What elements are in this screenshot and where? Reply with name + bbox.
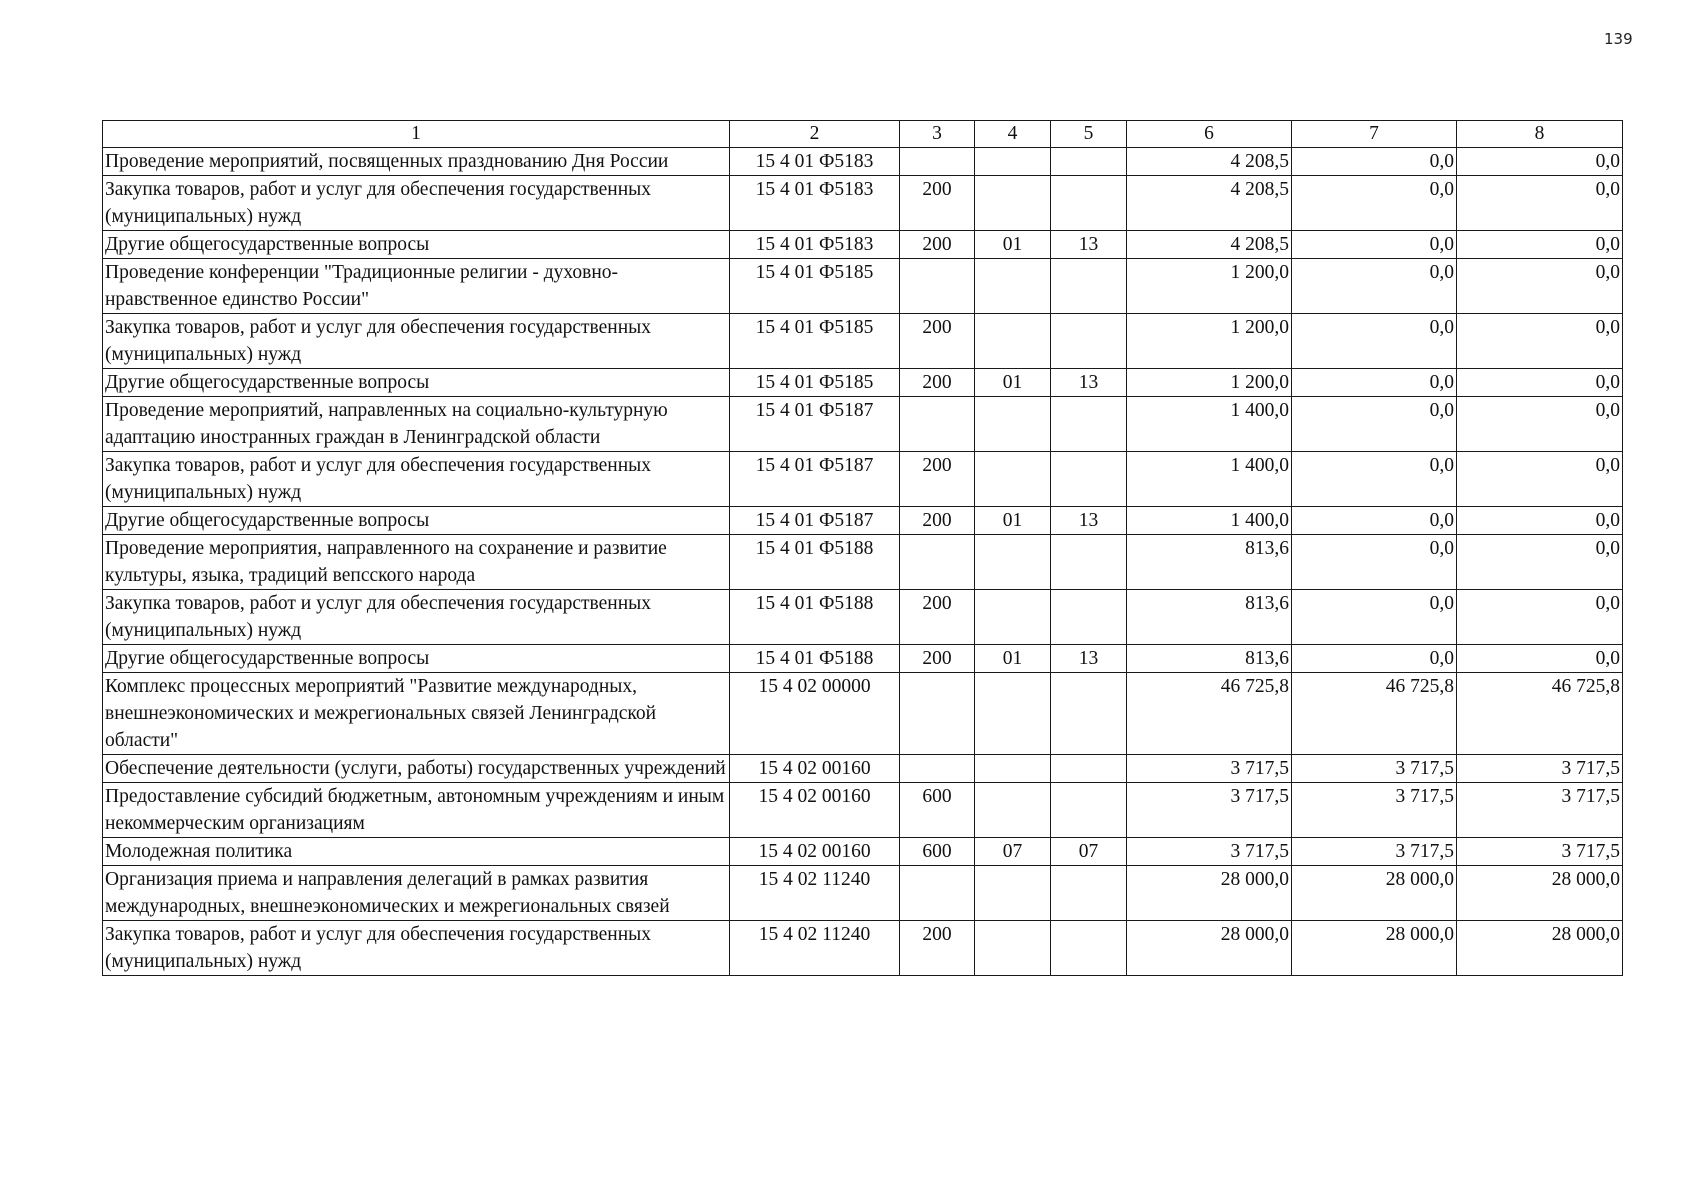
header-col-2: 2 (730, 121, 900, 148)
section-cell (975, 176, 1051, 231)
amount-col7-cell: 0,0 (1292, 590, 1457, 645)
subsection-cell (1051, 535, 1127, 590)
subsection-cell (1051, 866, 1127, 921)
header-col-8: 8 (1457, 121, 1623, 148)
row-name-cell: Другие общегосударственные вопросы (103, 369, 730, 397)
section-cell (975, 755, 1051, 783)
table-row (103, 231, 1623, 259)
amount-col8-cell: 28 000,0 (1457, 866, 1623, 921)
expense-type-cell: 600 (900, 838, 975, 866)
amount-col6-cell: 1 200,0 (1127, 369, 1292, 397)
target-code-cell: 15 4 01 Ф5185 (730, 259, 900, 314)
section-cell (975, 259, 1051, 314)
section-cell (975, 590, 1051, 645)
target-code-cell: 15 4 01 Ф5187 (730, 452, 900, 507)
expense-type-cell: 200 (900, 645, 975, 673)
expense-type-cell (900, 755, 975, 783)
amount-col8-cell: 3 717,5 (1457, 783, 1623, 838)
amount-col7-cell: 0,0 (1292, 148, 1457, 176)
amount-col7-cell: 28 000,0 (1292, 921, 1457, 976)
amount-col7-cell: 0,0 (1292, 645, 1457, 673)
expense-type-cell: 200 (900, 176, 975, 231)
subsection-cell (1051, 590, 1127, 645)
amount-col8-cell: 46 725,8 (1457, 673, 1623, 755)
expense-type-cell (900, 148, 975, 176)
amount-col8-cell: 0,0 (1457, 259, 1623, 314)
amount-col8-cell: 0,0 (1457, 452, 1623, 507)
header-col-5: 5 (1051, 121, 1127, 148)
header-col-6: 6 (1127, 121, 1292, 148)
target-code-cell: 15 4 02 00000 (730, 673, 900, 755)
table-row (103, 673, 1623, 755)
target-code-cell: 15 4 01 Ф5185 (730, 314, 900, 369)
table-row (103, 314, 1623, 369)
amount-col8-cell: 0,0 (1457, 535, 1623, 590)
amount-col7-cell: 3 717,5 (1292, 783, 1457, 838)
row-name-cell: Организация приема и направления делегаций в рамках развития международных, внешнеэкономических и межрегиональных связей (103, 866, 730, 921)
amount-col8-cell: 0,0 (1457, 148, 1623, 176)
table-row (103, 259, 1623, 314)
row-name-cell: Закупка товаров, работ и услуг для обеспечения государственных (муниципальных) нужд (103, 590, 730, 645)
table-row (103, 783, 1623, 838)
amount-col8-cell: 0,0 (1457, 231, 1623, 259)
row-name-cell: Проведение мероприятия, направленного на сохранение и развитие культуры, языка, традиций вепсского народа (103, 535, 730, 590)
table-row (103, 866, 1623, 921)
table-row (103, 369, 1623, 397)
amount-col6-cell: 28 000,0 (1127, 921, 1292, 976)
section-cell (975, 535, 1051, 590)
row-name-cell: Другие общегосударственные вопросы (103, 231, 730, 259)
expense-type-cell (900, 259, 975, 314)
subsection-cell (1051, 397, 1127, 452)
subsection-cell: 13 (1051, 507, 1127, 535)
amount-col7-cell: 3 717,5 (1292, 755, 1457, 783)
section-cell: 07 (975, 838, 1051, 866)
expense-type-cell: 200 (900, 369, 975, 397)
row-name-cell: Предоставление субсидий бюджетным, автономным учреждениям и иным некоммерческим организациям (103, 783, 730, 838)
table-row (103, 176, 1623, 231)
amount-col7-cell: 28 000,0 (1292, 866, 1457, 921)
section-cell: 01 (975, 645, 1051, 673)
amount-col6-cell: 3 717,5 (1127, 755, 1292, 783)
subsection-cell (1051, 314, 1127, 369)
table-row (103, 645, 1623, 673)
subsection-cell: 13 (1051, 231, 1127, 259)
table-row (103, 148, 1623, 176)
subsection-cell (1051, 755, 1127, 783)
section-cell (975, 397, 1051, 452)
target-code-cell: 15 4 02 00160 (730, 838, 900, 866)
subsection-cell: 07 (1051, 838, 1127, 866)
amount-col6-cell: 1 400,0 (1127, 452, 1292, 507)
amount-col6-cell: 4 208,5 (1127, 231, 1292, 259)
amount-col8-cell: 0,0 (1457, 176, 1623, 231)
section-cell (975, 673, 1051, 755)
row-name-cell: Другие общегосударственные вопросы (103, 507, 730, 535)
amount-col6-cell: 4 208,5 (1127, 148, 1292, 176)
row-name-cell: Закупка товаров, работ и услуг для обеспечения государственных (муниципальных) нужд (103, 452, 730, 507)
table-row (103, 535, 1623, 590)
subsection-cell (1051, 176, 1127, 231)
table-row (103, 838, 1623, 866)
expense-type-cell: 200 (900, 452, 975, 507)
target-code-cell: 15 4 02 11240 (730, 921, 900, 976)
amount-col7-cell: 0,0 (1292, 452, 1457, 507)
amount-col8-cell: 0,0 (1457, 507, 1623, 535)
target-code-cell: 15 4 02 00160 (730, 783, 900, 838)
row-name-cell: Проведение мероприятий, направленных на социально-культурную адаптацию иностранных граждан в Ленинградской области (103, 397, 730, 452)
amount-col8-cell: 3 717,5 (1457, 755, 1623, 783)
budget-table (102, 120, 1623, 976)
row-name-cell: Другие общегосударственные вопросы (103, 645, 730, 673)
table-row (103, 452, 1623, 507)
target-code-cell: 15 4 01 Ф5183 (730, 176, 900, 231)
amount-col8-cell: 0,0 (1457, 397, 1623, 452)
section-cell: 01 (975, 231, 1051, 259)
amount-col8-cell: 0,0 (1457, 314, 1623, 369)
expense-type-cell (900, 535, 975, 590)
subsection-cell (1051, 452, 1127, 507)
amount-col6-cell: 1 400,0 (1127, 507, 1292, 535)
expense-type-cell: 200 (900, 921, 975, 976)
section-cell: 01 (975, 507, 1051, 535)
section-cell (975, 148, 1051, 176)
expense-type-cell (900, 673, 975, 755)
subsection-cell: 13 (1051, 645, 1127, 673)
target-code-cell: 15 4 01 Ф5187 (730, 507, 900, 535)
table-body (103, 148, 1623, 976)
target-code-cell: 15 4 02 11240 (730, 866, 900, 921)
amount-col8-cell: 3 717,5 (1457, 838, 1623, 866)
amount-col7-cell: 0,0 (1292, 535, 1457, 590)
expense-type-cell: 200 (900, 507, 975, 535)
amount-col6-cell: 1 200,0 (1127, 259, 1292, 314)
table-row (103, 921, 1623, 976)
expense-type-cell: 200 (900, 590, 975, 645)
row-name-cell: Закупка товаров, работ и услуг для обеспечения государственных (муниципальных) нужд (103, 921, 730, 976)
subsection-cell (1051, 673, 1127, 755)
row-name-cell: Проведение мероприятий, посвященных празднованию Дня России (103, 148, 730, 176)
expense-type-cell: 200 (900, 231, 975, 259)
target-code-cell: 15 4 01 Ф5187 (730, 397, 900, 452)
subsection-cell (1051, 148, 1127, 176)
amount-col7-cell: 0,0 (1292, 397, 1457, 452)
amount-col8-cell: 0,0 (1457, 590, 1623, 645)
amount-col6-cell: 813,6 (1127, 535, 1292, 590)
amount-col6-cell: 813,6 (1127, 645, 1292, 673)
amount-col6-cell: 46 725,8 (1127, 673, 1292, 755)
amount-col6-cell: 4 208,5 (1127, 176, 1292, 231)
target-code-cell: 15 4 01 Ф5188 (730, 645, 900, 673)
amount-col8-cell: 0,0 (1457, 645, 1623, 673)
expense-type-cell (900, 397, 975, 452)
row-name-cell: Проведение конференции "Традиционные религии - духовно-нравственное единство России" (103, 259, 730, 314)
row-name-cell: Молодежная политика (103, 838, 730, 866)
subsection-cell (1051, 783, 1127, 838)
target-code-cell: 15 4 01 Ф5183 (730, 231, 900, 259)
row-name-cell: Закупка товаров, работ и услуг для обеспечения государственных (муниципальных) нужд (103, 314, 730, 369)
table-row (103, 590, 1623, 645)
section-cell (975, 921, 1051, 976)
target-code-cell: 15 4 01 Ф5183 (730, 148, 900, 176)
amount-col7-cell: 0,0 (1292, 507, 1457, 535)
section-cell (975, 783, 1051, 838)
section-cell: 01 (975, 369, 1051, 397)
amount-col7-cell: 0,0 (1292, 231, 1457, 259)
section-cell (975, 314, 1051, 369)
header-col-3: 3 (900, 121, 975, 148)
expense-type-cell: 600 (900, 783, 975, 838)
amount-col6-cell: 1 400,0 (1127, 397, 1292, 452)
header-col-4: 4 (975, 121, 1051, 148)
target-code-cell: 15 4 02 00160 (730, 755, 900, 783)
amount-col8-cell: 0,0 (1457, 369, 1623, 397)
subsection-cell (1051, 259, 1127, 314)
amount-col7-cell: 3 717,5 (1292, 838, 1457, 866)
target-code-cell: 15 4 01 Ф5185 (730, 369, 900, 397)
row-name-cell: Комплекс процессных мероприятий "Развитие международных, внешнеэкономических и межрегиональных связей Ленинградской области" (103, 673, 730, 755)
row-name-cell: Закупка товаров, работ и услуг для обеспечения государственных (муниципальных) нужд (103, 176, 730, 231)
page-number: 139 (1604, 30, 1633, 48)
amount-col7-cell: 0,0 (1292, 369, 1457, 397)
expense-type-cell (900, 866, 975, 921)
table-row (103, 507, 1623, 535)
amount-col6-cell: 28 000,0 (1127, 866, 1292, 921)
header-col-1: 1 (103, 121, 730, 148)
amount-col6-cell: 3 717,5 (1127, 783, 1292, 838)
amount-col7-cell: 0,0 (1292, 314, 1457, 369)
target-code-cell: 15 4 01 Ф5188 (730, 535, 900, 590)
target-code-cell: 15 4 01 Ф5188 (730, 590, 900, 645)
table-row (103, 397, 1623, 452)
subsection-cell (1051, 921, 1127, 976)
row-name-cell: Обеспечение деятельности (услуги, работы) государственных учреждений (103, 755, 730, 783)
section-cell (975, 866, 1051, 921)
amount-col8-cell: 28 000,0 (1457, 921, 1623, 976)
amount-col6-cell: 813,6 (1127, 590, 1292, 645)
amount-col6-cell: 1 200,0 (1127, 314, 1292, 369)
table-row (103, 755, 1623, 783)
amount-col7-cell: 0,0 (1292, 176, 1457, 231)
amount-col7-cell: 0,0 (1292, 259, 1457, 314)
expense-type-cell: 200 (900, 314, 975, 369)
amount-col6-cell: 3 717,5 (1127, 838, 1292, 866)
amount-col7-cell: 46 725,8 (1292, 673, 1457, 755)
section-cell (975, 452, 1051, 507)
header-col-7: 7 (1292, 121, 1457, 148)
subsection-cell: 13 (1051, 369, 1127, 397)
header-row (103, 121, 1623, 148)
